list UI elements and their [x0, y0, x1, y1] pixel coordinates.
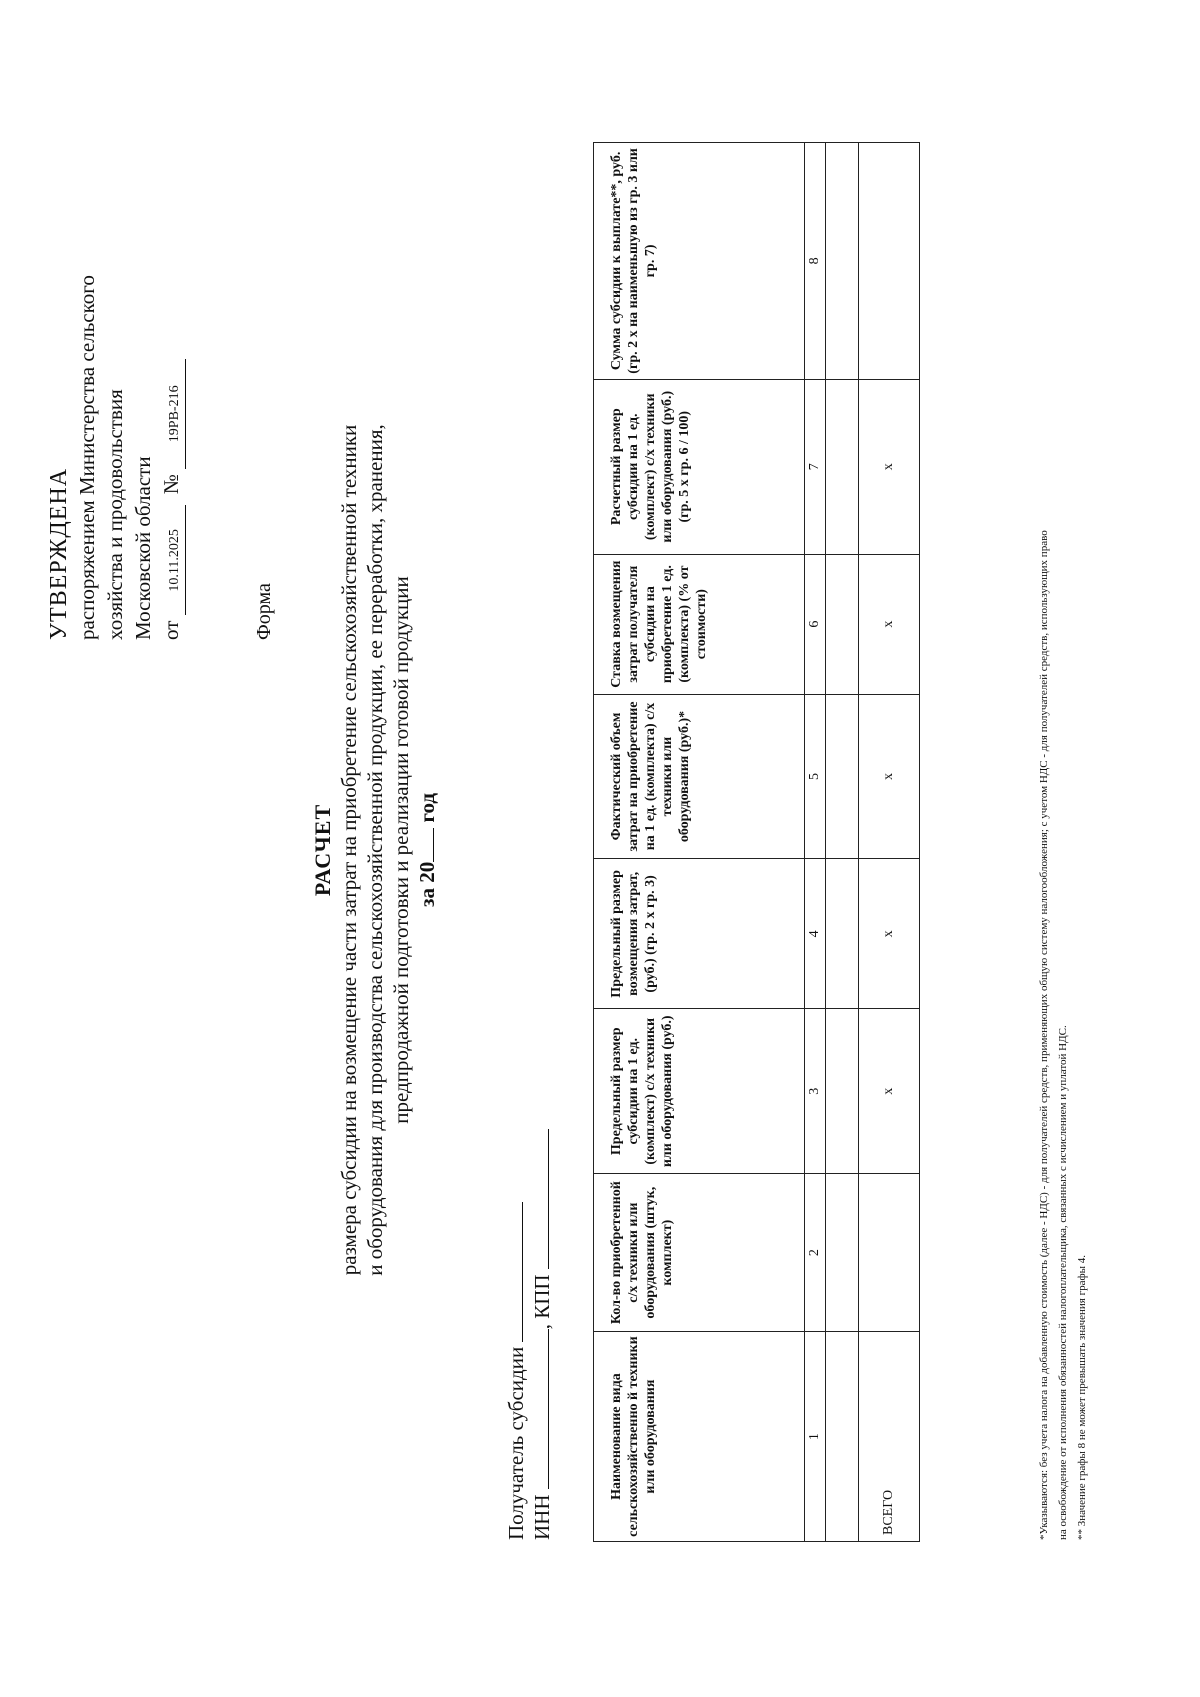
approval-heading: УТВЕРЖДЕНА [46, 467, 72, 640]
recipient-line [503, 1129, 529, 1540]
footnote-1-line-2: на освобождение от исполнения обязанностей налогоплательщика, связанных с исчислением и уплатой НДС. [1057, 1025, 1069, 1540]
table-header-cell: Ставка возмещения затрат получателя субсидии на приобретение 1 ед. (комплекта) (% от стоимости) [594, 554, 805, 694]
column-number: 4 [805, 859, 826, 1009]
column-number: 8 [805, 143, 826, 380]
period-suffix: год [415, 793, 439, 823]
inn-label: ИНН [530, 1494, 554, 1540]
approval-date: 10.11.2025 [165, 505, 186, 615]
approval-line-3: Московской области [131, 456, 155, 640]
total-cell: х [859, 694, 920, 859]
total-cell: х [859, 1009, 920, 1174]
inn-kpp-line [529, 1129, 555, 1540]
number-prefix: № [159, 474, 183, 495]
table-cell[interactable] [826, 694, 859, 859]
approval-line-1: распоряжением Министерства сельского [75, 275, 99, 640]
total-cell: х [859, 859, 920, 1009]
column-number-row [805, 143, 826, 1542]
table-header-cell: Фактический объем затрат на приобретение на 1 ед. (комплекта) с/х техники или оборудования (руб.)* [594, 694, 805, 859]
table-cell[interactable] [826, 859, 859, 1009]
total-label: ВСЕГО [859, 1332, 920, 1542]
table-header-cell: Предельный размер субсидии на 1 ед. (комплект) с/х техники или оборудования (руб.) [594, 1009, 805, 1174]
column-number: 3 [805, 1009, 826, 1174]
table-cell[interactable] [826, 1332, 859, 1542]
period-prefix: за 20 [415, 861, 439, 907]
title-line-1: размера субсидии на возмещение части затрат на приобретение сельскохозяйственной техники [337, 424, 361, 1276]
table-header-cell: Кол-во приобретенной с/х техники или оборудования (штук, комплект) [594, 1174, 805, 1332]
approval-block [45, 40, 186, 640]
total-cell: х [859, 554, 920, 694]
recipient-block [503, 1129, 555, 1540]
total-cell[interactable] [859, 1174, 920, 1332]
column-number: 7 [805, 379, 826, 554]
total-row [859, 143, 920, 1542]
calculation-table [593, 142, 920, 1542]
table-header-cell: Предельный размер возмещения затрат, (руб.) (гр. 2 х гр. 3) [594, 859, 805, 1009]
title-period [414, 350, 440, 1350]
table-header-cell: Расчетный размер субсидии на 1 ед. (комплект) с/х техники или оборудования (руб.) (гр. 5 х гр. 6 / 100) [594, 379, 805, 554]
footnotes [1035, 60, 1092, 1540]
title-line-3: предпродажной подготовки и реализации готовой продукции [389, 576, 413, 1124]
title-line-2: и оборудования для производства сельскохозяйственной продукции, ее переработки, хранения, [363, 424, 387, 1276]
kpp-label: , КПП [530, 1274, 554, 1330]
total-cell[interactable] [859, 143, 920, 380]
table-header-cell: Сумма субсидии к выплате**, руб. (гр. 2 х на наименьшую из гр. 3 или гр. 7) [594, 143, 805, 380]
column-number: 5 [805, 694, 826, 859]
title-main: РАСЧЕТ [310, 803, 335, 897]
document-page [25, 30, 1115, 1670]
form-label: Форма [253, 583, 275, 640]
approval-date-line [157, 40, 186, 640]
recipient-field[interactable] [504, 1202, 523, 1342]
approval-number: 19РВ-216 [165, 359, 186, 469]
date-prefix: от [159, 620, 183, 640]
approval-line-2: хозяйства и продовольствия [103, 389, 127, 640]
recipient-label: Получатель субсидии [504, 1346, 528, 1540]
column-number: 6 [805, 554, 826, 694]
table-cell[interactable] [826, 1009, 859, 1174]
table-cell[interactable] [826, 1174, 859, 1332]
table-cell[interactable] [826, 379, 859, 554]
table-header-row [594, 143, 805, 1542]
table-cell[interactable] [826, 143, 859, 380]
table-row [826, 143, 859, 1542]
year-blank[interactable] [433, 828, 434, 862]
column-number: 1 [805, 1332, 826, 1542]
total-cell: х [859, 379, 920, 554]
document-title [310, 350, 440, 1350]
footnote-2: ** Значение графы 8 не может превышать значения графы 4. [1076, 1254, 1088, 1540]
footnote-1-line-1: *Указываются: без учета налога на добавленную стоимость (далее - НДС) - для получателей средств, применяющих общую систему налогообложения; с учетом НДС - для получателей средств, использующих право [1038, 530, 1050, 1540]
inn-field[interactable] [530, 1329, 549, 1489]
table-cell[interactable] [826, 554, 859, 694]
kpp-field[interactable] [530, 1129, 549, 1269]
column-number: 2 [805, 1174, 826, 1332]
table-header-cell: Наименование вида сельскохозяйственно й техники или оборудования [594, 1332, 805, 1542]
